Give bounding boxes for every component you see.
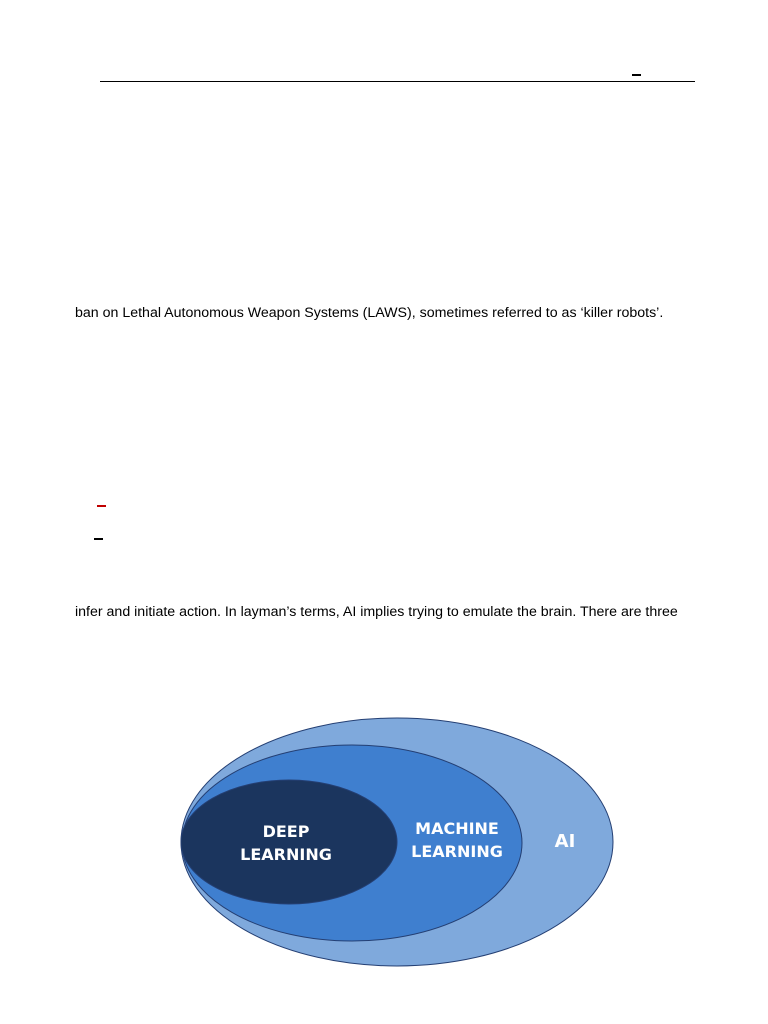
ai-label: AI bbox=[554, 831, 576, 852]
text-line-ai-definition: infer and initiate action. In layman’s terms, AI implies trying to emulate the brain. There are three bbox=[75, 604, 678, 620]
text-line-laws: ban on Lethal Autonomous Weapon Systems (LAWS), sometimes referred to as ‘killer robots’. bbox=[75, 305, 664, 321]
deep-learning-label-line2: LEARNING bbox=[240, 845, 332, 864]
deep-learning-ellipse bbox=[181, 780, 397, 904]
machine-learning-label-line1: MACHINE bbox=[415, 819, 499, 838]
deep-learning-label-line1: DEEP bbox=[262, 822, 310, 841]
machine-learning-label-line2: LEARNING bbox=[411, 842, 503, 861]
